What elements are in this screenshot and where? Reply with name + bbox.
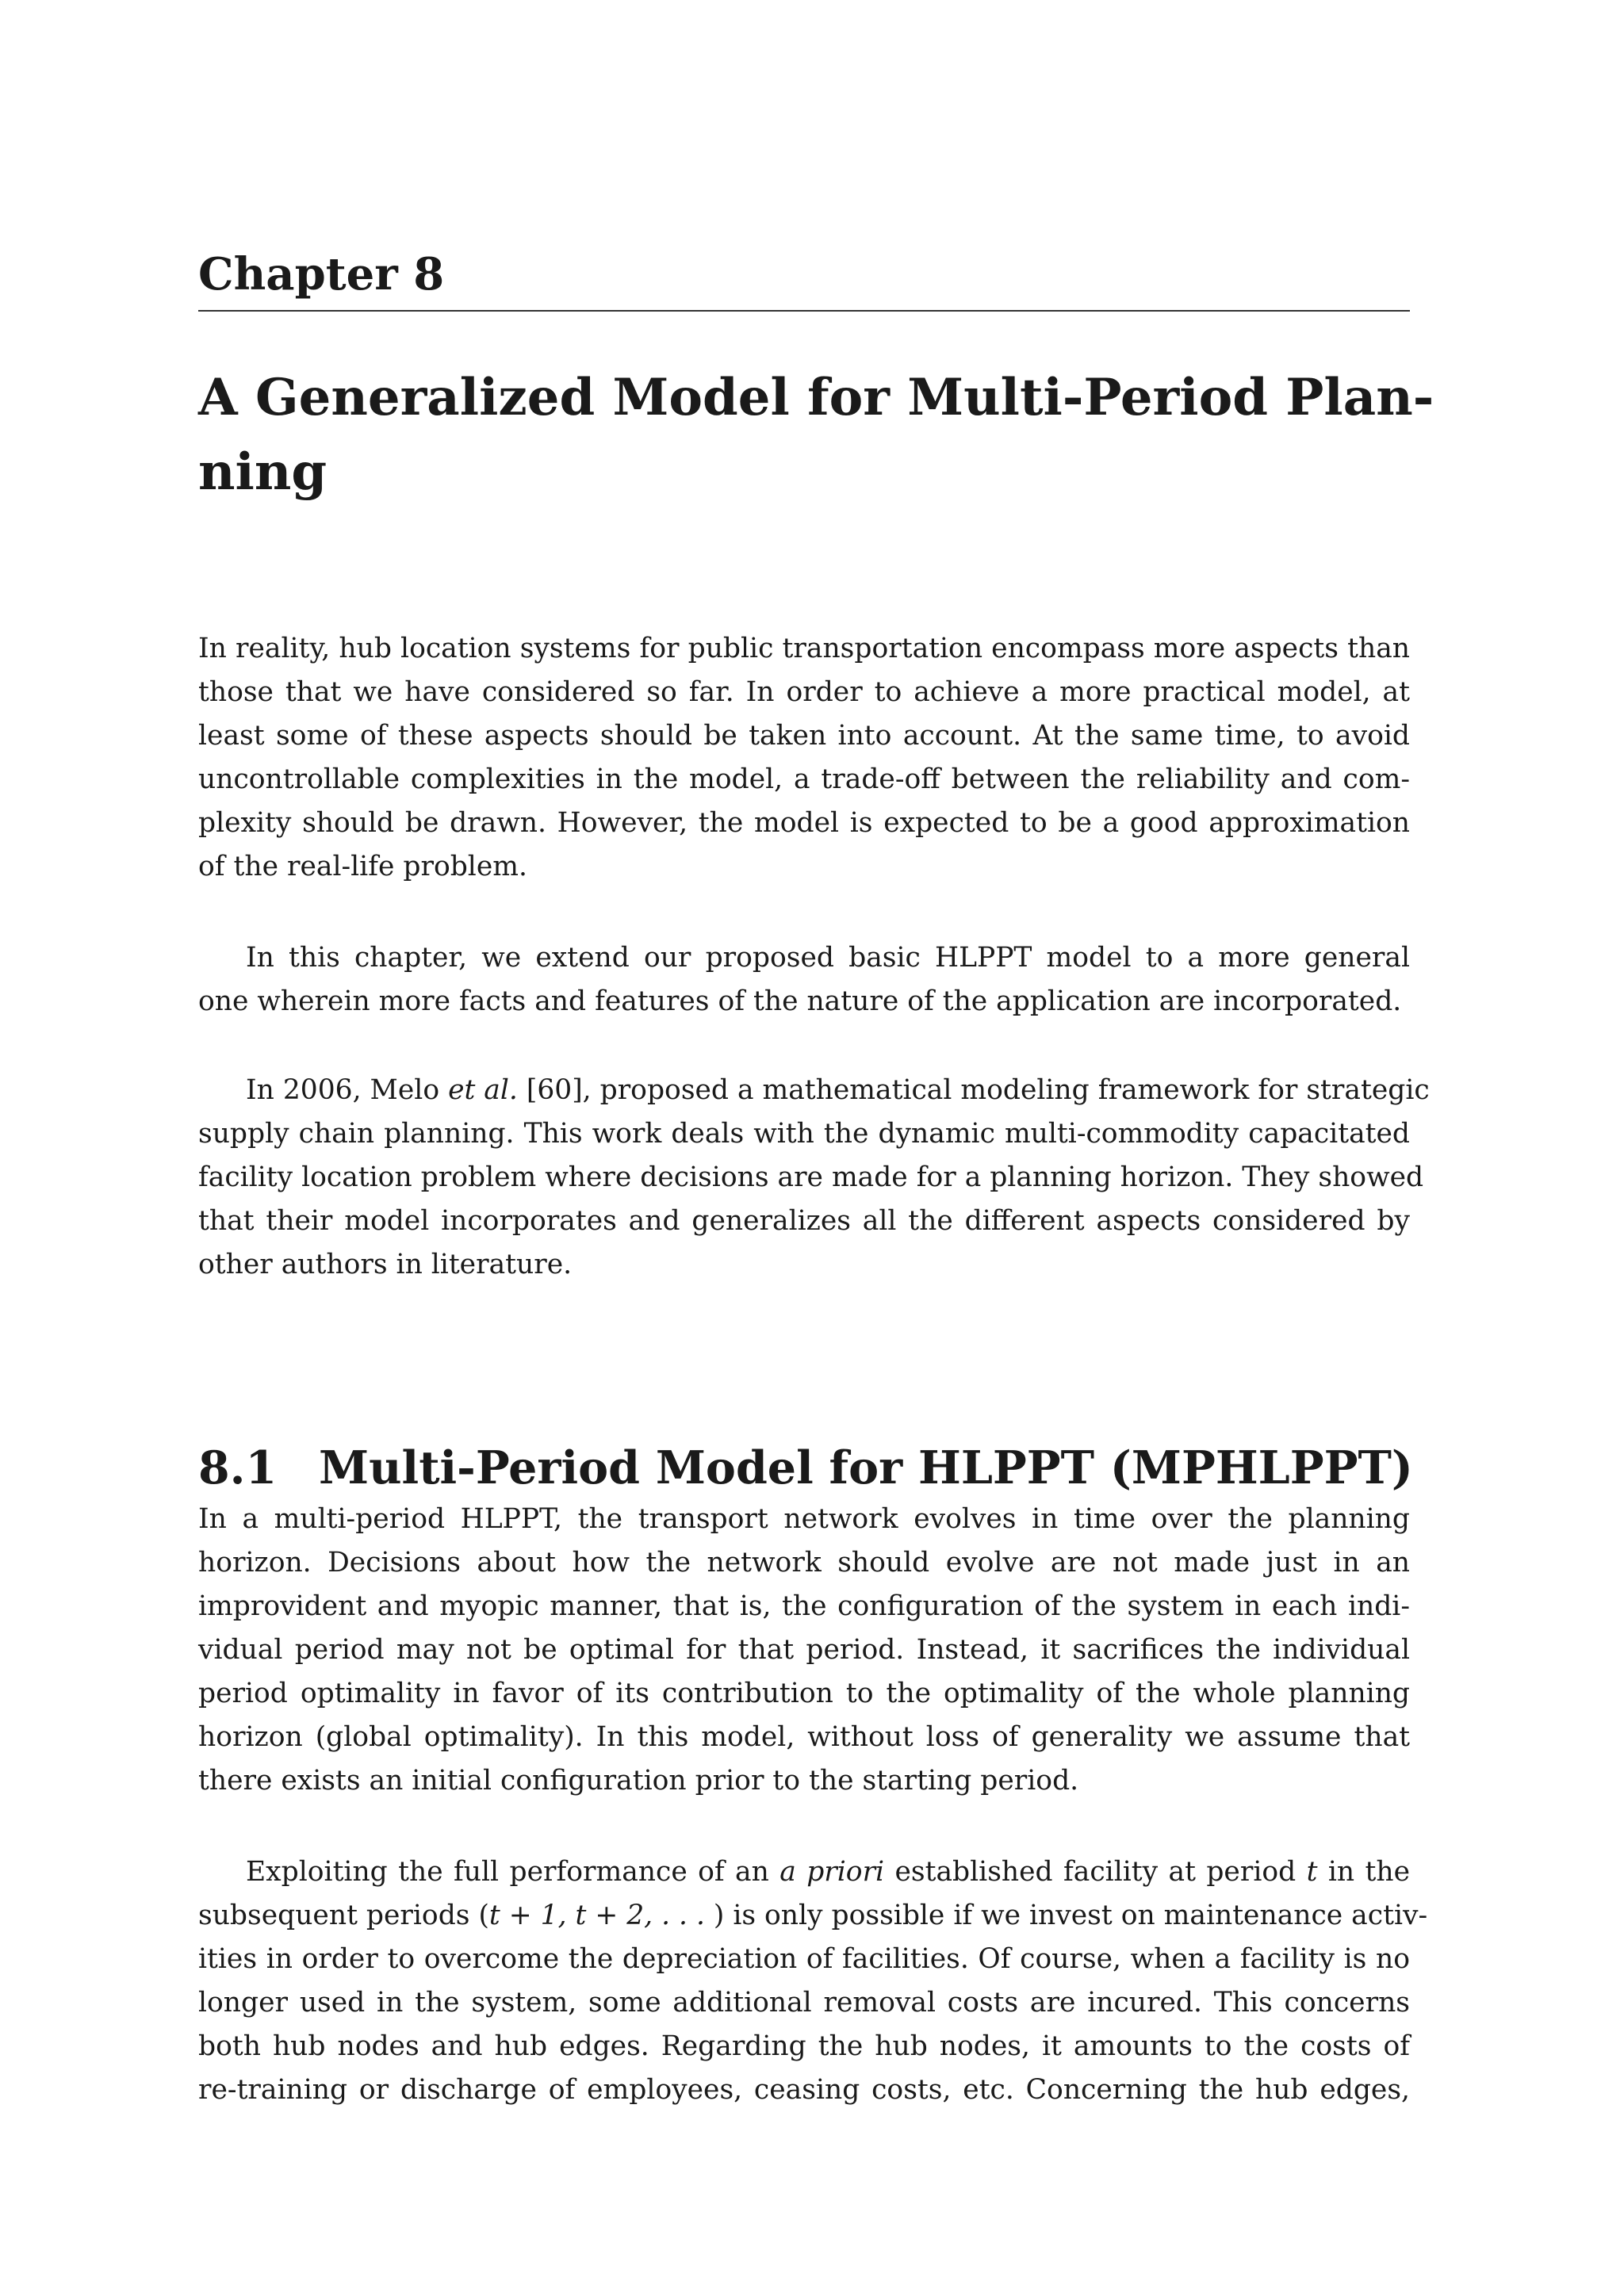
text-line: there exists an initial configuration prior to the starting period. <box>198 1765 1079 1797</box>
text-run: in the <box>1317 1856 1411 1888</box>
text-line: vidual period may not be optimal for that period. Instead, it sacrifices the individual <box>198 1634 1410 1666</box>
text-run: [60], proposed a mathematical modeling framework for strategic <box>517 1074 1430 1106</box>
text-line <box>198 1894 1428 1938</box>
emphasis: a priori <box>779 1856 885 1888</box>
text-line: plexity should be drawn. However, the model is expected to be a good approximation <box>198 807 1410 839</box>
text-line: re-training or discharge of employees, ceasing costs, etc. Concerning the hub edges, <box>198 2074 1410 2106</box>
intro-paragraph-2 <box>198 936 1410 1024</box>
text-line: one wherein more facts and features of the nature of the application are incorporated. <box>198 985 1402 1017</box>
citation-authors: et al. <box>448 1074 518 1106</box>
section-paragraph-2 <box>198 1850 1428 2112</box>
chapter-rule <box>198 310 1410 312</box>
text-run: established facility at period <box>884 1856 1307 1888</box>
text-line: uncontrollable complexities in the model, a trade-off between the reliability and com- <box>198 763 1410 795</box>
text-line: other authors in literature. <box>198 1249 573 1280</box>
section-heading <box>198 1441 1413 1496</box>
text-line: that their model incorporates and generalizes all the different aspects considered by <box>198 1205 1410 1237</box>
text-line: In this chapter, we extend our proposed basic HLPPT model to a more general <box>246 942 1410 974</box>
text-line: horizon (global optimality). In this model, without loss of generality we assume that <box>198 1721 1410 1753</box>
text-run: Exploiting the full performance of an <box>246 1856 780 1888</box>
math-expression: t + 1, t + 2, . . . <box>488 1900 705 1931</box>
text-line: longer used in the system, some additional removal costs are incured. This concerns <box>198 1987 1410 2019</box>
intro-paragraph-3 <box>198 1069 1430 1287</box>
chapter-title-line: ning <box>198 442 327 502</box>
section-paragraph-1 <box>198 1498 1410 1803</box>
text-line: both hub nodes and hub edges. Regarding the hub nodes, it amounts to the costs of <box>198 2030 1410 2062</box>
text-run: ) is only possible if we invest on maintenance activ- <box>704 1900 1428 1931</box>
math-variable: t <box>1306 1856 1318 1888</box>
text-line: horizon. Decisions about how the network should evolve are not made just in an <box>198 1547 1410 1578</box>
text-line <box>198 1069 1430 1112</box>
text-line: ities in order to overcome the depreciation of facilities. Of course, when a facility is no <box>198 1943 1410 1975</box>
text-line: period optimality in favor of its contribution to the optimality of the whole planning <box>198 1678 1410 1709</box>
chapter-label: Chapter 8 <box>198 248 445 300</box>
text-line <box>198 1850 1410 1894</box>
text-run: In 2006, Melo <box>246 1074 449 1106</box>
intro-paragraph-1 <box>198 627 1410 889</box>
section-number: 8.1 <box>198 1441 278 1495</box>
text-line: of the real-life problem. <box>198 851 527 882</box>
chapter-title <box>198 361 1434 510</box>
text-run: subsequent periods ( <box>198 1900 489 1931</box>
text-line: facility location problem where decisions are made for a planning horizon. They showed <box>198 1161 1424 1193</box>
text-line: In a multi-period HLPPT, the transport network evolves in time over the planning <box>198 1503 1410 1535</box>
text-line: In reality, hub location systems for public transportation encompass more aspects than <box>198 633 1410 664</box>
text-line: supply chain planning. This work deals with the dynamic multi-commodity capacitated <box>198 1118 1410 1150</box>
text-line: improvident and myopic manner, that is, the configuration of the system in each indi- <box>198 1590 1410 1622</box>
text-line: least some of these aspects should be taken into account. At the same time, to avoid <box>198 720 1410 752</box>
chapter-title-line: A Generalized Model for Multi-Period Plan- <box>198 368 1434 427</box>
section-title: Multi-Period Model for HLPPT (MPHLPPT) <box>319 1441 1413 1495</box>
text-line: those that we have considered so far. In order to achieve a more practical model, at <box>198 676 1410 708</box>
